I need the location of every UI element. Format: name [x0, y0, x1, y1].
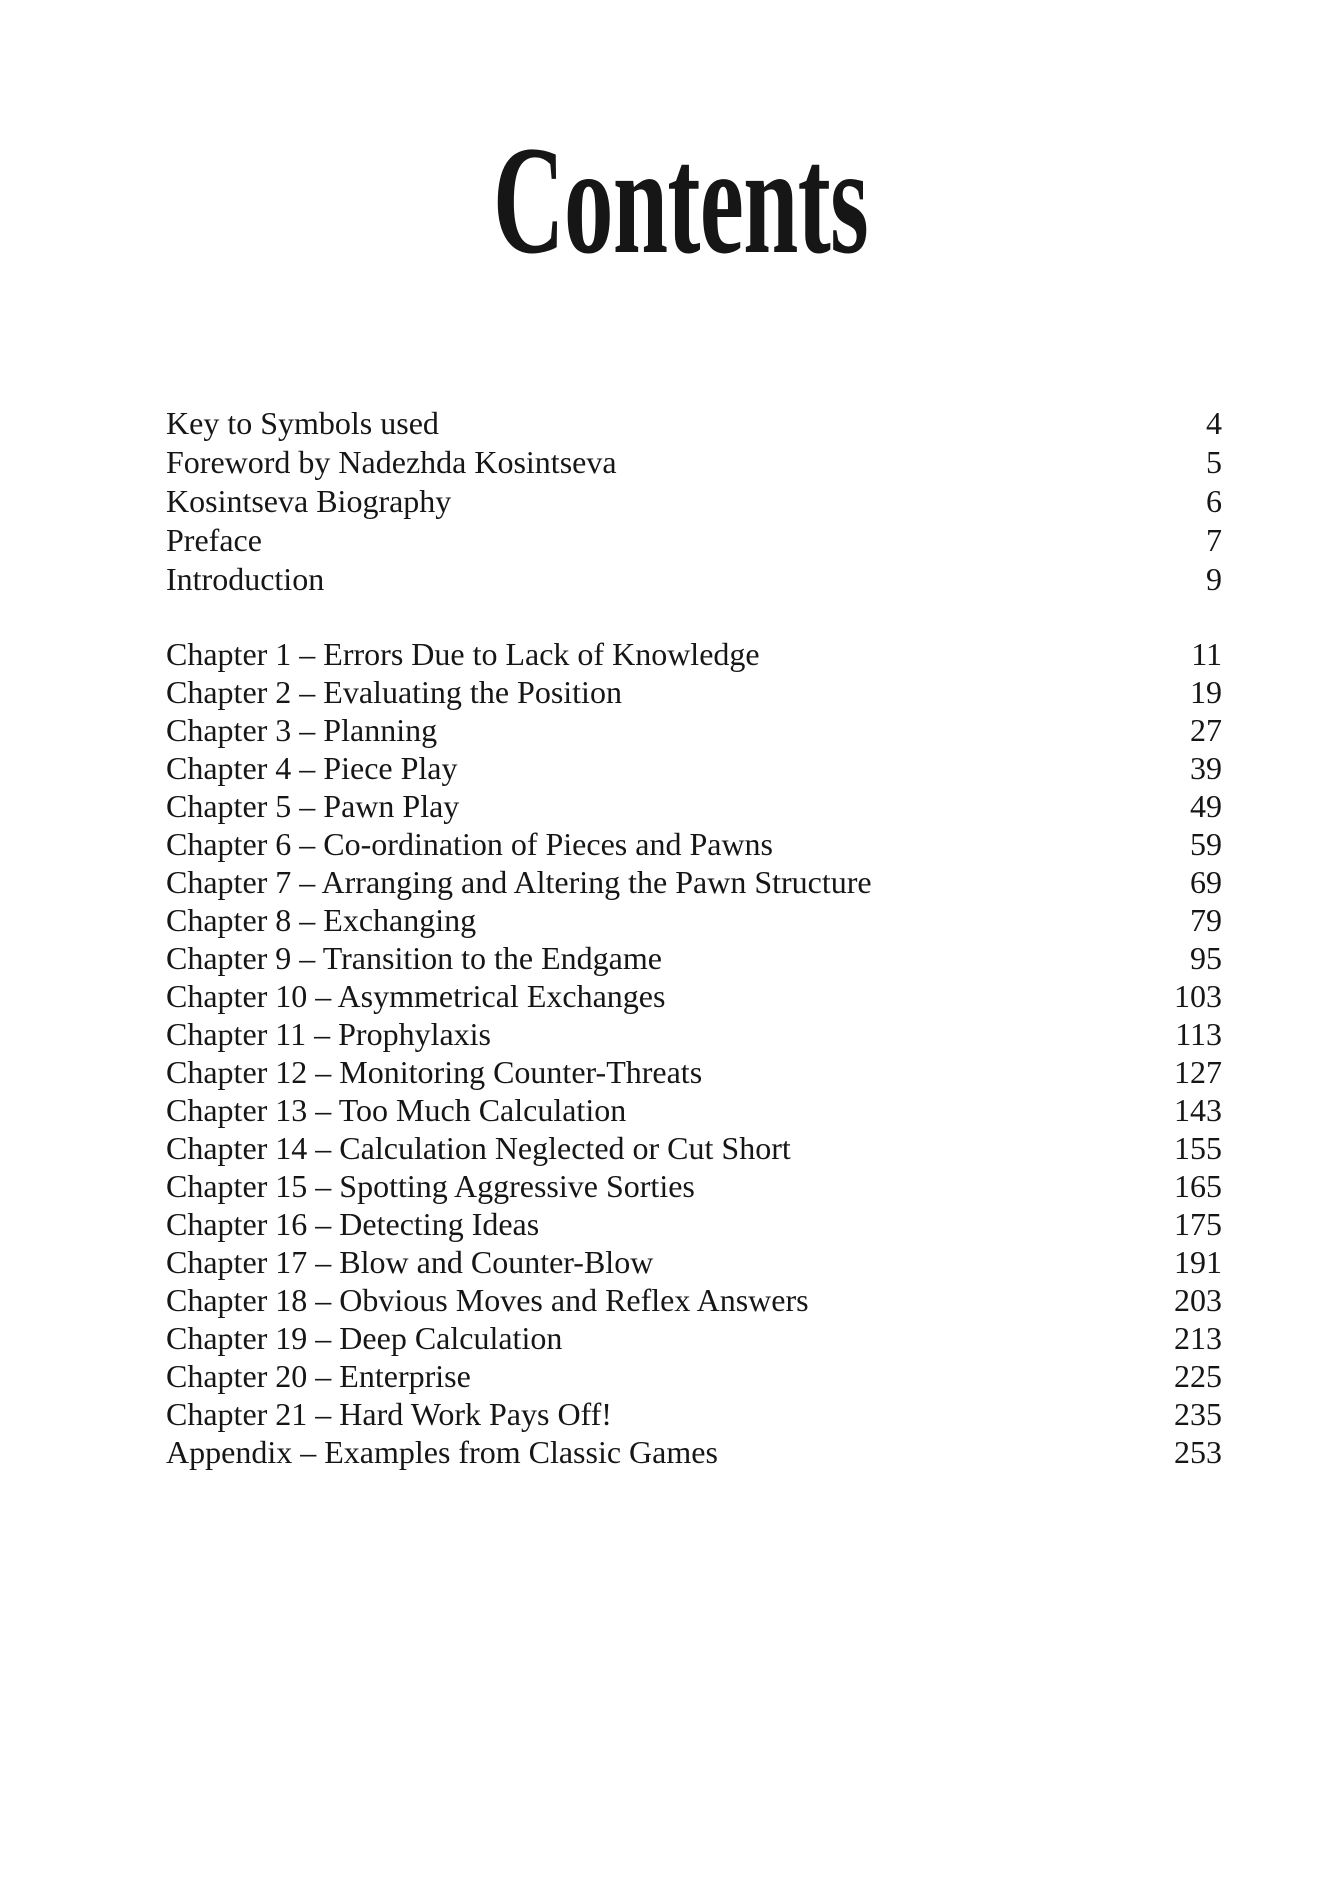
toc-entry-page-number: 127 [1174, 1054, 1222, 1090]
toc-entry-title: Chapter 7 – Arranging and Altering the Pawn Structure [166, 864, 872, 900]
toc-entry [166, 1395, 1222, 1433]
toc-entry-page-number: 155 [1174, 1130, 1222, 1166]
toc-entry-page-number: 9 [1206, 561, 1222, 597]
toc-entry-title: Chapter 10 – Asymmetrical Exchanges [166, 978, 666, 1014]
toc-entry-page-number: 39 [1190, 750, 1222, 786]
toc-entry-page-number: 7 [1206, 522, 1222, 558]
toc-entry [166, 1281, 1222, 1319]
toc-entry-page-number: 59 [1190, 826, 1222, 862]
toc-entry [166, 443, 1222, 482]
toc-entry [166, 1091, 1222, 1129]
toc-entry-title: Chapter 4 – Piece Play [166, 750, 458, 786]
toc-entry-title: Chapter 1 – Errors Due to Lack of Knowledge [166, 636, 760, 672]
toc-entry-title: Chapter 11 – Prophylaxis [166, 1016, 491, 1052]
toc-entry-title: Appendix – Examples from Classic Games [166, 1434, 718, 1470]
page-title: Contents [492, 114, 869, 286]
toc-entry-page-number: 27 [1190, 712, 1222, 748]
toc-entry [166, 1205, 1222, 1243]
toc-entry-page-number: 4 [1206, 405, 1222, 441]
toc-entry-title: Chapter 20 – Enterprise [166, 1358, 471, 1394]
toc-entry [166, 1053, 1222, 1091]
toc-entry [166, 711, 1222, 749]
toc-entry-title: Chapter 3 – Planning [166, 712, 438, 748]
toc-entry-title: Key to Symbols used [166, 405, 439, 441]
toc-entry [166, 482, 1222, 521]
toc-entry-page-number: 175 [1174, 1206, 1222, 1242]
toc-entry [166, 939, 1222, 977]
chapter-list [166, 635, 1222, 1471]
toc-entry [166, 404, 1222, 443]
toc-entry-title: Chapter 12 – Monitoring Counter-Threats [166, 1054, 703, 1090]
toc-entry-title: Chapter 17 – Blow and Counter-Blow [166, 1244, 654, 1280]
toc-entry-page-number: 235 [1174, 1396, 1222, 1432]
toc-entry-title: Chapter 9 – Transition to the Endgame [166, 940, 662, 976]
toc-entry-page-number: 49 [1190, 788, 1222, 824]
toc-entry-title: Introduction [166, 561, 325, 597]
section-spacer [166, 599, 1222, 635]
toc-entry-page-number: 95 [1190, 940, 1222, 976]
toc-entry [166, 673, 1222, 711]
toc-entry-title: Chapter 8 – Exchanging [166, 902, 477, 938]
toc-entry [166, 825, 1222, 863]
toc-entry [166, 749, 1222, 787]
toc-entry-title: Chapter 16 – Detecting Ideas [166, 1206, 540, 1242]
toc-entry-title: Chapter 2 – Evaluating the Position [166, 674, 622, 710]
toc-entry-page-number: 103 [1174, 978, 1222, 1014]
toc-entry-title: Chapter 5 – Pawn Play [166, 788, 460, 824]
toc-entry-page-number: 191 [1174, 1244, 1222, 1280]
toc-entry-title: Chapter 15 – Spotting Aggressive Sorties [166, 1168, 695, 1204]
toc-entry [166, 560, 1222, 599]
toc-entry-page-number: 6 [1206, 483, 1222, 519]
toc-entry [166, 901, 1222, 939]
toc-entry [166, 977, 1222, 1015]
toc-entry-page-number: 79 [1190, 902, 1222, 938]
toc-entry-title: Foreword by Nadezhda Kosintseva [166, 444, 617, 480]
toc-entry [166, 1015, 1222, 1053]
toc-entry-title: Chapter 21 – Hard Work Pays Off! [166, 1396, 612, 1432]
toc-entry-page-number: 213 [1174, 1320, 1222, 1356]
toc-entry-title: Chapter 14 – Calculation Neglected or Cut Short [166, 1130, 791, 1166]
toc-entry-page-number: 165 [1174, 1168, 1222, 1204]
toc-entry [166, 1433, 1222, 1471]
front-matter-list [166, 404, 1222, 599]
toc-entry [166, 787, 1222, 825]
toc-entry [166, 1129, 1222, 1167]
toc-entry-page-number: 225 [1174, 1358, 1222, 1394]
toc-entry-page-number: 253 [1174, 1434, 1222, 1470]
toc-entry-title: Chapter 13 – Too Much Calculation [166, 1092, 627, 1128]
toc-entry [166, 521, 1222, 560]
toc-entry-title: Chapter 19 – Deep Calculation [166, 1320, 563, 1356]
toc-entry-title: Preface [166, 522, 262, 558]
toc-entry [166, 1167, 1222, 1205]
toc-entry-page-number: 19 [1190, 674, 1222, 710]
toc-entry [166, 1357, 1222, 1395]
toc-entry-page-number: 113 [1175, 1016, 1222, 1052]
toc-entry [166, 635, 1222, 673]
toc-entry-title: Kosintseva Biography [166, 483, 452, 519]
toc-entry-title: Chapter 6 – Co-ordination of Pieces and Pawns [166, 826, 773, 862]
toc-entry-page-number: 143 [1174, 1092, 1222, 1128]
toc-entry-title: Chapter 18 – Obvious Moves and Reflex Answers [166, 1282, 809, 1318]
toc-entry-page-number: 11 [1191, 636, 1222, 672]
toc-entry-page-number: 5 [1206, 444, 1222, 480]
toc-entry-page-number: 69 [1190, 864, 1222, 900]
toc-entry-page-number: 203 [1174, 1282, 1222, 1318]
toc-entry [166, 1319, 1222, 1357]
toc-entry [166, 863, 1222, 901]
toc-entry [166, 1243, 1222, 1281]
table-of-contents [166, 404, 1222, 1471]
